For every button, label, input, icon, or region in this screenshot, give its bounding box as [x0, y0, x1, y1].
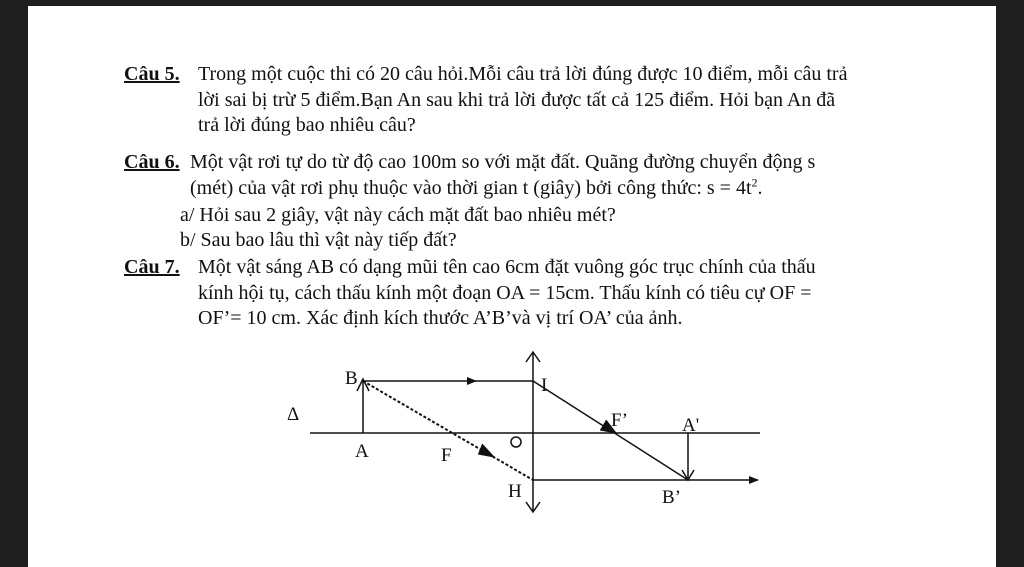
- label-axis: Δ: [287, 404, 300, 425]
- question-7-label: Câu 7.: [124, 256, 180, 278]
- question-7-line-3: OF’= 10 cm. Xác định kích thước A’B’và vị trí OA’ của ảnh.: [198, 307, 683, 329]
- label-f: F: [441, 445, 452, 466]
- label-b: B: [345, 368, 358, 389]
- question-5-line-2: lời sai bị trừ 5 điểm.Bạn An sau khi trả lời được tất cả 125 điểm. Hỏi bạn An đã: [198, 88, 836, 111]
- label-a-prime: A': [682, 415, 700, 436]
- question-6-line-2-end: .: [757, 176, 763, 199]
- question-7-line-2: kính hội tụ, cách thấu kính một đoạn OA = 15cm. Thấu kính có tiêu cự OF =: [198, 281, 812, 304]
- question-6-part-a: a/ Hỏi sau 2 giây, vật này cách mặt đất bao nhiêu mét?: [180, 204, 616, 226]
- label-b-prime: B’: [662, 487, 681, 508]
- label-i: I: [541, 375, 548, 396]
- question-6-part-b: b/ Sau bao lâu thì vật này tiếp đất?: [180, 229, 457, 251]
- focal-ray-arrow-icon: [478, 444, 494, 457]
- question-6-line-1: Một vật rơi tự do từ độ cao 100m so với mặt đất. Quãng đường chuyển động s: [190, 151, 816, 173]
- question-5-line-3: trả lời đúng bao nhiêu câu?: [198, 114, 416, 136]
- question-7-line-1: Một vật sáng AB có dạng mũi tên cao 6cm đặt vuông góc trục chính của thấu: [198, 256, 816, 278]
- question-5-label: Câu 5.: [124, 63, 180, 85]
- label-a: A: [355, 441, 369, 462]
- label-h: H: [508, 481, 522, 502]
- question-6-exponent: 2: [751, 174, 758, 189]
- question-6-line-2-text: (mét) của vật rơi phụ thuộc vào thời gian t (giây) bởi công thức: s = 4t: [190, 176, 752, 199]
- question-5-line-1: Trong một cuộc thi có 20 câu hỏi.Mỗi câu trả lời đúng được 10 điểm, mỗi câu trả: [198, 63, 848, 85]
- question-6-label: Câu 6.: [124, 151, 180, 173]
- optical-center-icon: [511, 437, 521, 447]
- label-f-prime: F’: [611, 410, 628, 431]
